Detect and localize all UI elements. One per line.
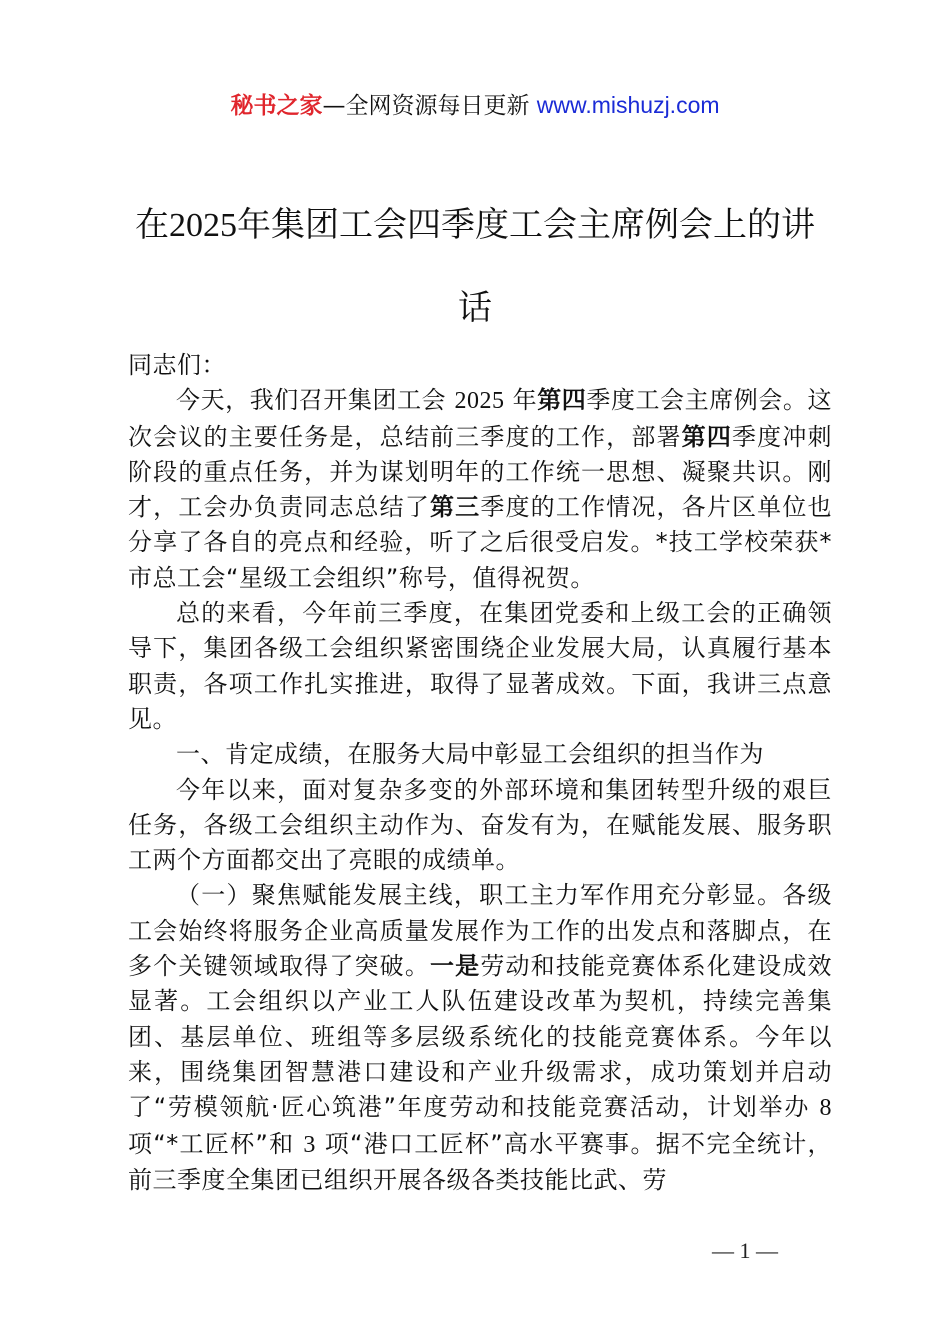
text-run: 2025 [454,388,505,415]
bold-run: 第四 [681,422,733,451]
paragraph-1 [128,383,832,596]
text-run: 季度冲刺阶段的重点任务，并为谋划明年的工作统一思想、凝聚共识。刚才，工会办负责同志总结了 [128,422,833,522]
paragraph-3: 今年以来，面对复杂多变的外部环境和集团转型升级的艰巨任务，各级工会组织主动作为、奋发有为，在赋能发展、服务职工两个方面都交出了亮眼的成绩单。 [128,775,832,875]
site-header [0,88,950,123]
title-part: 年集团工会四季度工会主席例会上的讲话 [237,205,815,328]
bold-run: 第三 [430,493,481,522]
text-run: 8 [819,1095,832,1122]
site-brand[interactable]: 秘书之家 [230,93,323,119]
bold-run: 一是 [430,952,481,981]
text-run: 今天，我们召开集团工会 [176,386,455,415]
paragraph-4 [128,878,832,1198]
site-url-link[interactable]: www.mishuzj.com [536,92,720,118]
text-run: 项“*工匠杯”和 [128,1129,304,1158]
text-run: 季度工会主席例会。这次会议的主要任务是，总结前三季度的工作，部署 [128,386,832,451]
page-number: — 1 — [712,1238,778,1263]
title-part: 在 [135,205,169,245]
document-title [120,184,830,349]
section-heading-1: 一、肯定成绩，在服务大局中彰显工会组织的担当作为 [176,740,764,769]
text-run: 季度的工作情况，各片区单位也分享了各自的亮点和经验，听了之后很受启发。*技工学校荣获*市总工会“星级工会组织”称号，值得祝贺。 [128,493,833,592]
text-run: （一）聚焦赋能发展主线，职工主力军作用充分彰显。各级工会始终将服务企业高质量发展作为工作的出发点和落脚点，在多个关键领域取得了突破。 [128,881,832,981]
title-year: 2025 [169,207,237,244]
bold-run: 第四 [537,386,587,415]
text-run: 年 [504,386,538,415]
text-run: 劳动和技能竞赛体系化建设成效显著。工会组织以产业工人队伍建设改革为契机，持续完善集团、基层单位、班组等多层级系统化的技能竞赛体系。今年以来，围绕集团智慧港口建设和产业升级需求，成功策划并启动了“劳模领航·匠心筑港”年度劳动和技能竞赛活动，计划举办 [128,952,833,1122]
text-run: 3 [303,1131,316,1158]
paragraph-2: 总的来看，今年前三季度，在集团党委和上级工会的正确领导下，集团各级工会组织紧密围绕企业发展大局，认真履行基本职责，各项工作扎实推进，取得了显著成效。下面，我讲三点意见。 [128,599,832,733]
site-tagline: —全网资源每日更新 [322,93,537,119]
text-run: 项“港口工匠杯”高水平赛事。据不完全统计，前三季度全集团已组织开展各级各类技能比武、劳 [128,1129,832,1194]
salutation: 同志们： [128,351,226,379]
document-body [128,348,832,1198]
